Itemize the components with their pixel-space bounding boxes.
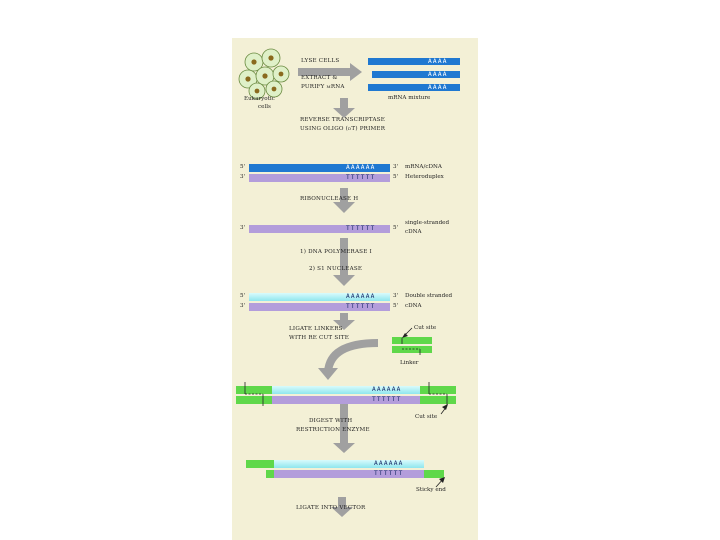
five-prime-label: 5' — [393, 225, 399, 231]
cut-site-label: Cut site — [415, 414, 438, 420]
single-stranded-label: single-stranded — [405, 220, 450, 226]
ligate-linkers-label: LIGATE LINKERS — [289, 326, 343, 332]
five-prime-label: 5' — [240, 293, 246, 299]
polyt-tail: TTTTTT — [372, 396, 402, 403]
polyt-tail: TTTTTT — [374, 470, 404, 477]
three-prime-label: 3' — [393, 293, 399, 299]
sticky-end-label: Sticky end — [416, 487, 446, 493]
five-prime-label: 5' — [393, 303, 399, 309]
mrna-mixture-label: mRNA mixture — [388, 95, 431, 101]
step-purify-label: PURIFY mRNA — [301, 84, 345, 90]
s1-nuclease-label: 2) S1 NUCLEASE — [309, 266, 363, 272]
down-arrow-icon — [333, 98, 355, 118]
dna-polymerase-label: 1) DNA POLYMERASE I — [300, 249, 372, 255]
polyt-tail: TTTTTT — [346, 174, 376, 181]
re-cut-site-label: WITH RE CUT SITE — [289, 335, 349, 341]
curved-arrow-head-icon — [318, 368, 338, 380]
eukaryotic-cells-icon — [239, 49, 289, 99]
three-prime-label: 3' — [240, 303, 246, 309]
cdna-label: cDNA — [405, 229, 422, 235]
double-stranded-label: Double stranded — [405, 293, 453, 299]
polyt-tail: TTTTTT — [346, 225, 376, 232]
down-arrow-icon — [333, 238, 355, 286]
step-lyse-label: LYSE CELLS — [301, 58, 340, 64]
curved-arrow-icon — [328, 343, 378, 372]
polya-tail: AAAAAA — [374, 460, 404, 467]
sticky-end-molecule — [246, 460, 445, 487]
cut-site-label: Cut site — [414, 325, 437, 331]
eukaryotic-label: Eukaryotic — [244, 96, 275, 102]
polya-tail: AAAA — [428, 58, 448, 65]
linker-illustration — [392, 328, 432, 355]
five-prime-label: 5' — [393, 174, 399, 180]
polya-tail: AAAAAA — [346, 164, 376, 171]
three-prime-label: 3' — [393, 164, 399, 170]
polya-tail: AAAAAA — [346, 293, 376, 300]
heteroduplex-label-2: Heteroduplex — [405, 174, 444, 180]
reverse-transcriptase-label: REVERSE TRANSCRIPTASE — [300, 117, 386, 123]
cells-label: cells — [258, 104, 271, 110]
digest-label: DIGEST WITH — [309, 418, 353, 424]
polya-tail: AAAA — [428, 84, 448, 91]
step-extract-label: EXTRACT & — [301, 75, 338, 81]
restriction-enzyme-label: RESTRICTION ENZYME — [296, 427, 370, 433]
cdna-label: cDNA — [405, 303, 422, 309]
polyt-tail: TTTTTT — [346, 303, 376, 310]
five-prime-label: 5' — [240, 164, 246, 170]
three-prime-label: 3' — [240, 174, 246, 180]
linker-label: Linker — [400, 360, 419, 366]
polya-tail: AAAA — [428, 71, 448, 78]
three-prime-label: 3' — [240, 225, 246, 231]
oligo-dt-label: USING OLIGO (dT) PRIMER — [300, 126, 386, 132]
ligate-vector-label: LIGATE INTO VECTOR — [296, 505, 366, 511]
polya-tail: AAAAAA — [372, 386, 402, 393]
ribonuclease-label: RIBONUCLEASE H — [300, 196, 359, 202]
heteroduplex-label: mRNA/cDNA — [405, 164, 442, 170]
